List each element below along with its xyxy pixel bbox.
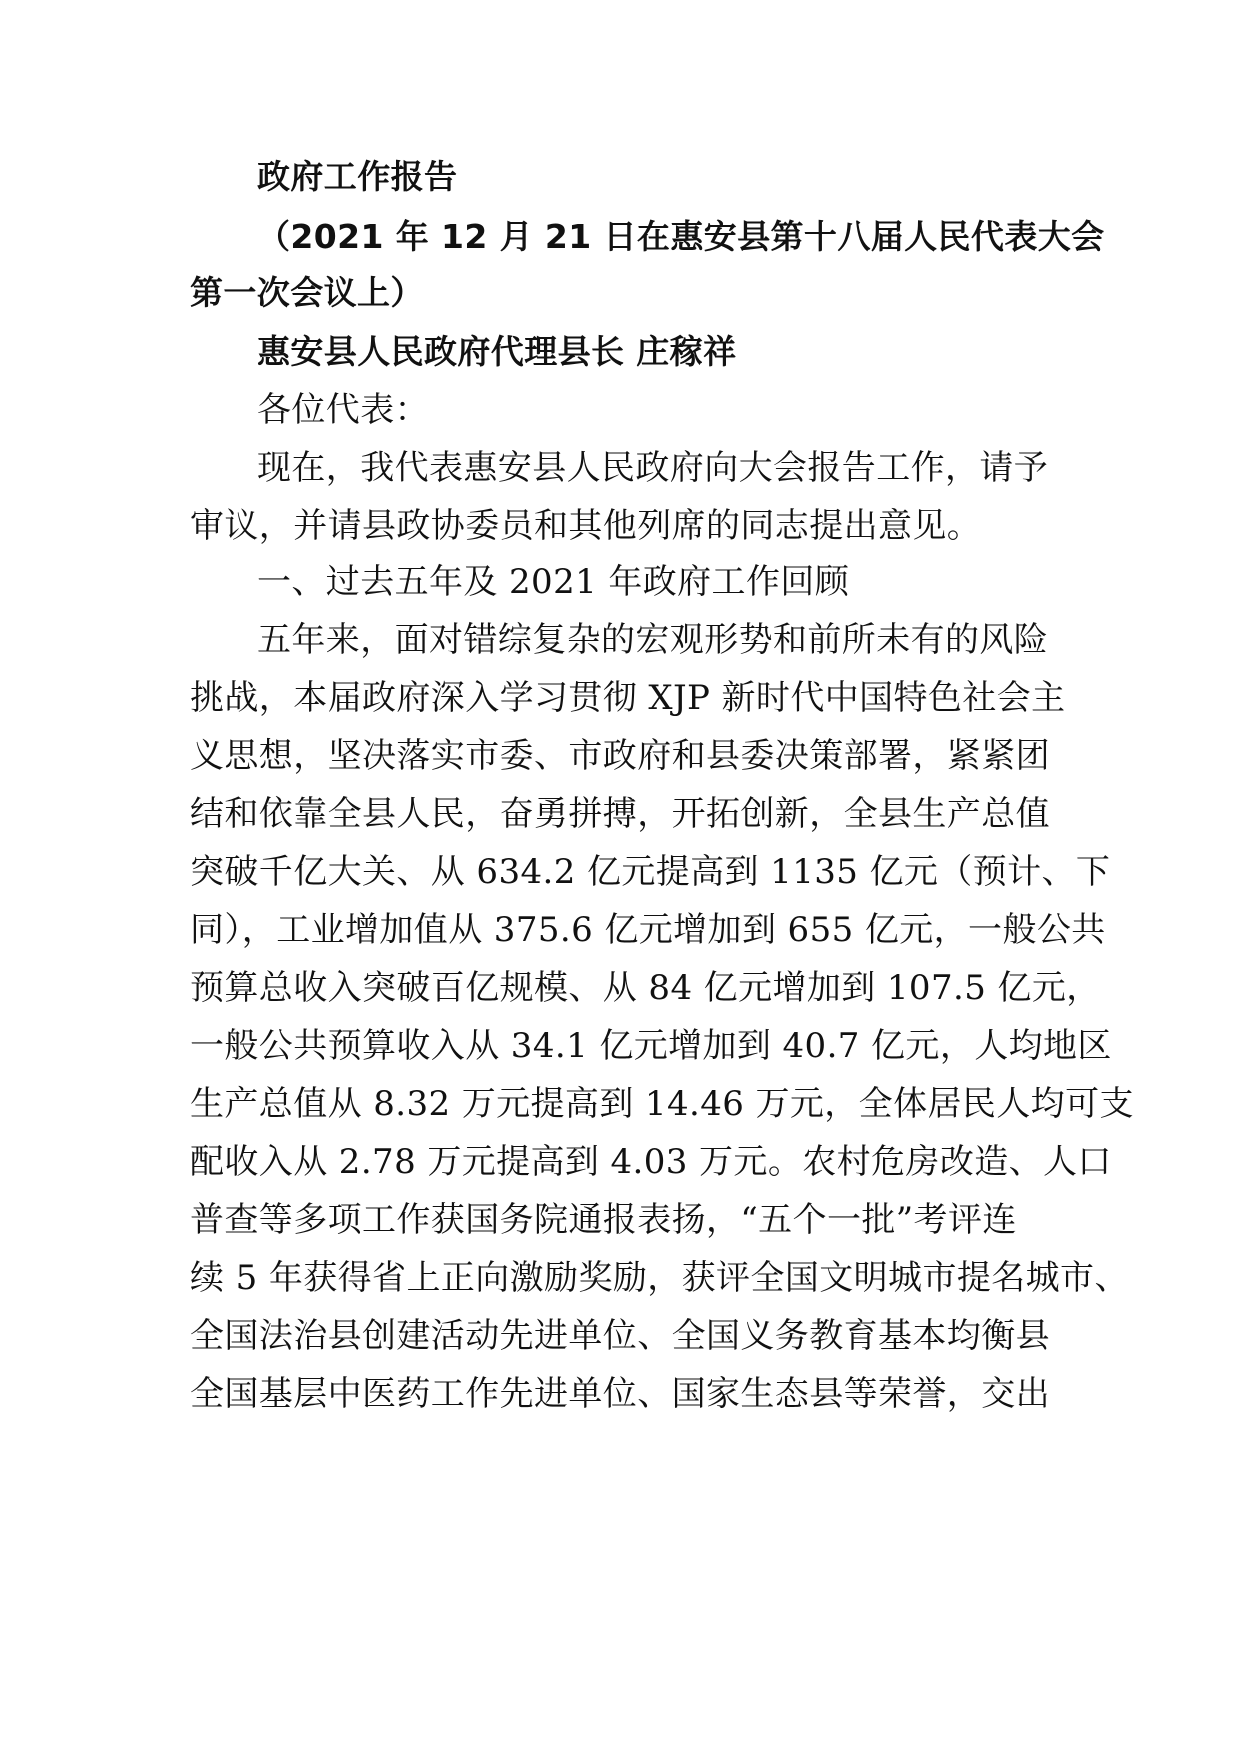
body-line: 全国法治县创建活动先进单位、全国义务教育基本均衡县 (190, 1316, 1050, 1356)
body-line: 结和依靠全县人民，奋勇拼搏，开拓创新，全县生产总值 (190, 794, 1050, 834)
body-line: 生产总值从 8.32 万元提高到 14.46 万元，全体居民人均可支 (190, 1084, 1134, 1124)
body-line: 预算总收入突破百亿规模、从 84 亿元增加到 107.5 亿元， (190, 968, 1101, 1008)
body-line: 五年来，面对错综复杂的宏观形势和前所未有的风险 (257, 620, 1049, 660)
document-subtitle-line-2: 第一次会议上） (190, 273, 424, 312)
body-line: 全国基层中医药工作先进单位、国家生态县等荣誉，交出 (190, 1374, 1050, 1414)
body-line: 突破千亿大关、从 634.2 亿元提高到 1135 亿元（预计、下 (190, 852, 1111, 892)
document-title: 政府工作报告 (257, 157, 458, 196)
document-subtitle-line-1: （2021 年 12 月 21 日在惠安县第十八届人民代表大会 (257, 217, 1105, 256)
salutation: 各位代表： (257, 390, 429, 430)
body-line: 一般公共预算收入从 34.1 亿元增加到 40.7 亿元，人均地区 (190, 1026, 1112, 1066)
body-line: 挑战，本届政府深入学习贯彻 XJP 新时代中国特色社会主 (190, 678, 1066, 718)
intro-line-2: 审议，并请县政协委员和其他列席的同志提出意见。 (190, 506, 982, 546)
body-line: 同），工业增加值从 375.6 亿元增加到 655 亿元，一般公共 (190, 910, 1106, 950)
document-author: 惠安县人民政府代理县长 庄稼祥 (257, 332, 737, 371)
section-heading: 一、过去五年及 2021 年政府工作回顾 (257, 562, 850, 602)
body-line: 配收入从 2.78 万元提高到 4.03 万元。农村危房改造、人口 (190, 1142, 1112, 1182)
body-line: 续 5 年获得省上正向激励奖励，获评全国文明城市提名城市、 (190, 1258, 1129, 1298)
body-line: 义思想，坚决落实市委、市政府和县委决策部署，紧紧团 (190, 736, 1050, 776)
intro-line-1: 现在，我代表惠安县人民政府向大会报告工作，请予 (257, 448, 1049, 488)
body-line: 普查等多项工作获国务院通报表扬，“五个一批”考评连 (190, 1200, 1017, 1240)
